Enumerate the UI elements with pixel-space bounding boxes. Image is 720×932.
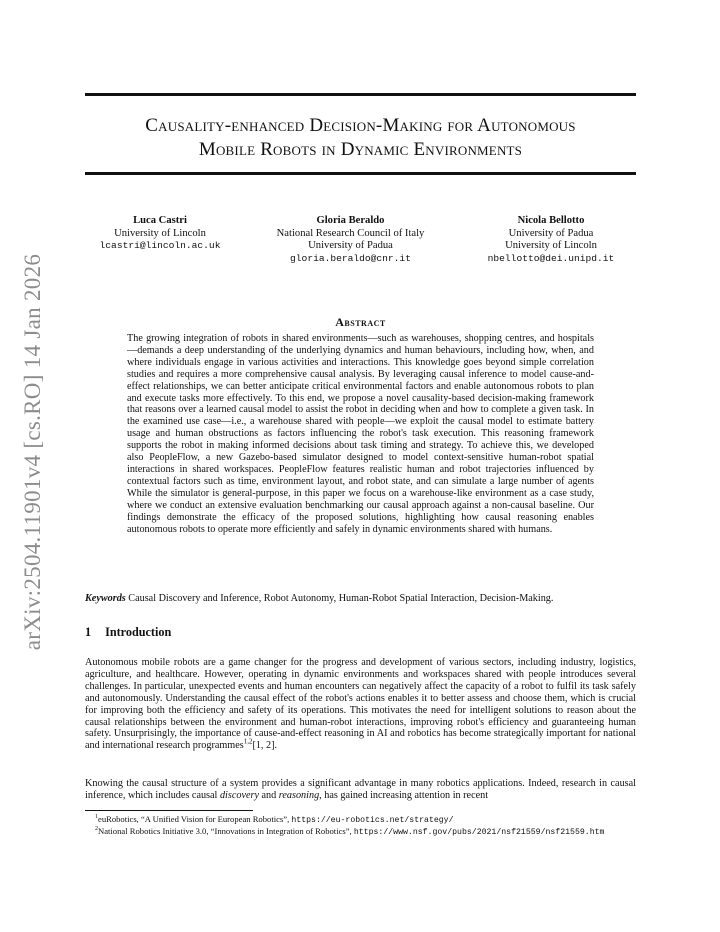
footnote-separator — [85, 810, 253, 811]
footnote-mark: 2 — [95, 826, 98, 833]
arxiv-stamp-text: arXiv:2504.11901v4 [cs.RO] 14 Jan 2026 — [20, 253, 45, 651]
title-line-1: Causality-enhanced Decision-Making for Autonomous — [145, 115, 576, 136]
title-rule-top — [85, 93, 636, 96]
author-email[interactable]: nbellotto@dei.unipd.it — [487, 252, 615, 264]
intro-p2-text-a: Knowing the causal structure of a system provides a significant advantage in many robotics applications. Indeed, research in causal inference, which includes causal — [85, 778, 636, 801]
author-1 — [85, 215, 235, 265]
author-block — [85, 215, 636, 265]
author-affiliation-2: University of Padua — [308, 240, 393, 252]
section-title: Introduction — [105, 625, 172, 639]
section-heading-introduction — [85, 625, 171, 640]
author-affiliation: University of Padua — [508, 227, 594, 239]
author-affiliation: University of Lincoln — [114, 227, 206, 239]
author-name: Luca Castri — [133, 215, 187, 226]
keywords-line — [85, 593, 645, 605]
author-affiliation: National Research Council of Italy — [276, 227, 425, 239]
abstract-heading: Abstract — [335, 315, 386, 329]
keywords-text: Causal Discovery and Inference, Robot Autonomy, Human-Robot Spatial Interaction, Decision-Making. — [128, 593, 554, 604]
title-rule-bottom — [85, 172, 636, 175]
paper-title — [85, 114, 636, 162]
footnotes — [85, 814, 636, 839]
section-number: 1 — [85, 625, 92, 639]
footnote-ref[interactable]: 1,2 — [243, 737, 253, 746]
keywords-label: Keywords — [85, 593, 126, 604]
author-name: Gloria Beraldo — [316, 215, 385, 226]
intro-paragraph-2 — [85, 778, 636, 802]
author-email[interactable]: gloria.beraldo@cnr.it — [290, 252, 411, 264]
intro-p2-emph-discovery: discovery — [219, 789, 259, 801]
author-name: Nicola Bellotto — [517, 215, 585, 226]
footnote-text: euRobotics, “A Unified Vision for European Robotics”, — [98, 814, 292, 824]
author-3 — [466, 215, 636, 265]
footnote-text: National Robotics Initiative 3.0, “Innovations in Integration of Robotics”, — [98, 826, 354, 837]
intro-p2-emph-reasoning: reasoning — [278, 789, 320, 801]
intro-p2-text-b: and — [258, 789, 279, 801]
author-email[interactable]: lcastri@lincoln.ac.uk — [99, 240, 221, 252]
author-2 — [256, 215, 446, 265]
citation-ref[interactable]: [1, 2]. — [252, 740, 278, 752]
title-line-2: Mobile Robots in Dynamic Environments — [198, 139, 523, 160]
footnote-mark: 1 — [95, 814, 98, 821]
footnote-2 — [85, 826, 636, 838]
intro-p2-text-c: , has gained increasing attention in recent — [319, 789, 489, 801]
arxiv-watermark — [12, 253, 54, 651]
author-affiliation-2: University of Lincoln — [505, 240, 597, 252]
footnote-link[interactable]: https://www.nsf.gov/pubs/2021/nsf21559/nsf21559.htm — [353, 828, 605, 838]
intro-p1-text: Autonomous mobile robots are a game changer for the progress and development of various sectors, including industry, logistics, agriculture, and healthcare. However, operating in dynamic environments and workspaces shared with people introduces several challenges. In particular, unexpected events and human encounters can negatively affect the capacity of a robot to fulfil its task safely and autonomously. Understanding the causal effect of the robot's actions enables it to better assess and choose them, which is crucial for improving both the efficiency and safety of its operations. This motivates the need for intelligent solutions to reason about the causal relationships between the environment and human-robot interactions, improving robot's efficiency and guaranteeing human safety. Unsurprisingly, the importance of cause-and-effect reasoning in AI and robotics has become strategically important for national and international research programmes — [85, 657, 636, 752]
footnote-link[interactable]: https://eu-robotics.net/strategy/ — [291, 816, 454, 825]
abstract-body: The growing integration of robots in shared environments—such as warehouses, shopping centres, and hospitals—demands a deep understanding of the underlying dynamics and human behaviours, including how, when, and where individuals engage in various activities and interactions. This knowledge goes beyond simple correlation studies and requires a more comprehensive causal analysis. By leveraging causal inference to model cause-and-effect relationships, we can better anticipate critical environmental factors and enable autonomous robots to plan and execute tasks more effectively. To this end, we propose a novel causality-based decision-making framework that reasons over a learned causal model to assist the robot in deciding when and how to complete a given task. In the examined use case—i.e., a warehouse shared with people—we exploit the causal model to estimate battery usage and human obstructions as factors influencing the robot's task execution. This reasoning framework supports the robot in making informed decisions about task timing and strategy. To achieve this, we developed also PeopleFlow, a new Gazebo-based simulator designed to model context-sensitive human-robot spatial interactions in shared workspaces. PeopleFlow features realistic human and robot trajectories influenced by contextual factors such as time, environment layout, and robot state, and can simulate a large number of agents While the simulator is general-purpose, in this paper we focus on a warehouse-like environment as a case study, where we conduct an extensive evaluation benchmarking our causal approach against a non-causal baseline. Our findings demonstrate the efficacy of the proposed solutions, highlighting how causal reasoning enables autonomous robots to operate more efficiently and safely in dynamic environments shared with humans. — [127, 333, 594, 535]
intro-paragraph-1 — [85, 657, 636, 752]
footnote-1 — [85, 814, 636, 826]
